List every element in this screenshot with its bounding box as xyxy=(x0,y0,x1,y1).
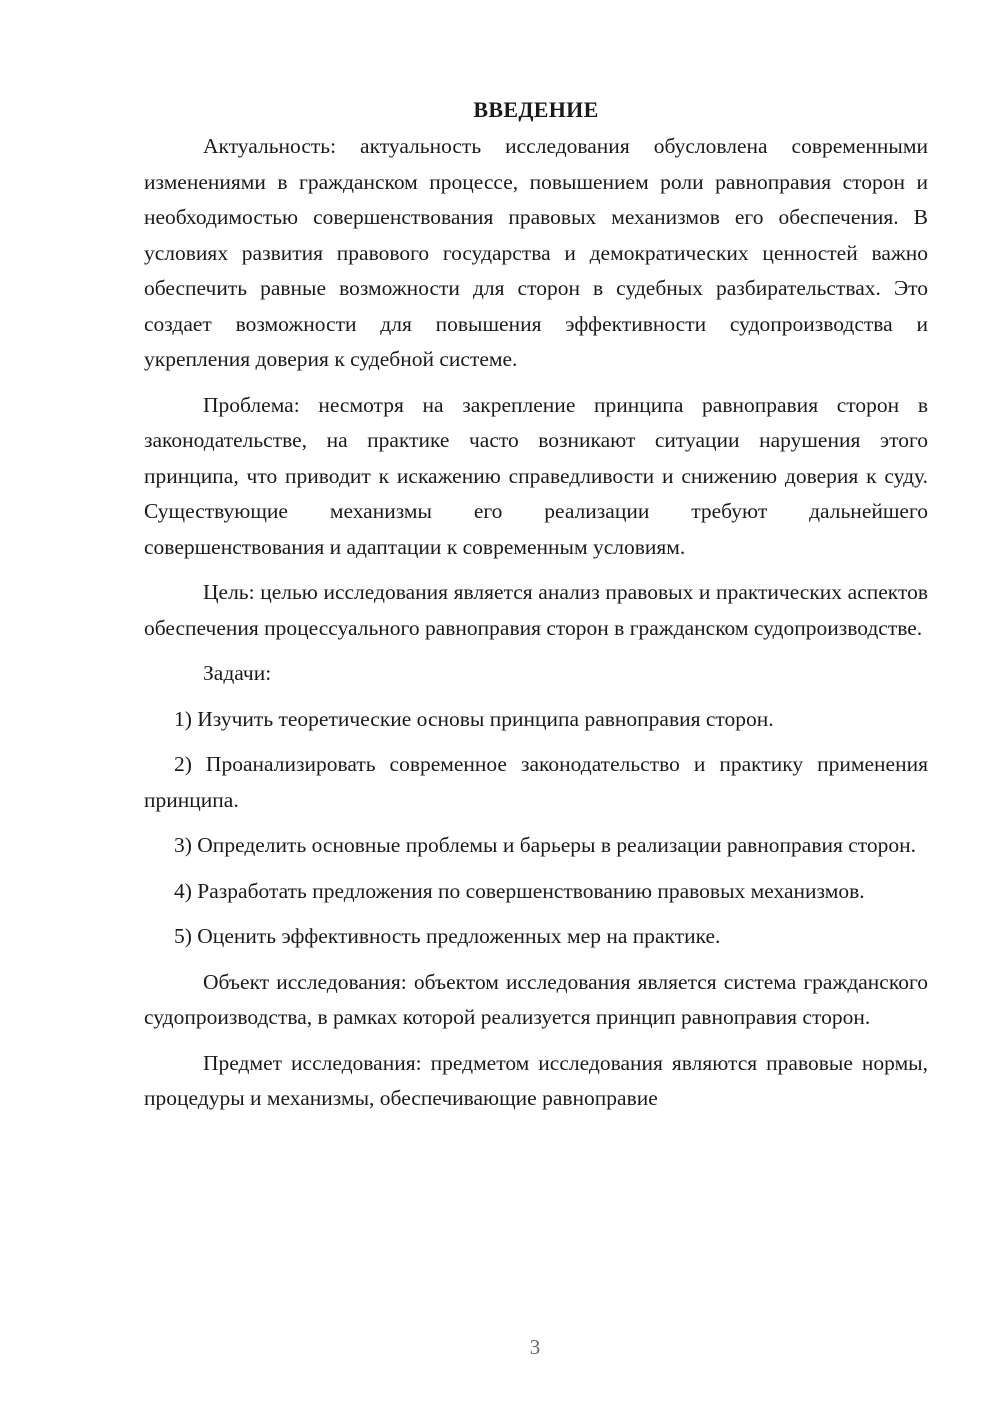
document-page xyxy=(144,92,928,1117)
task-item-1: 1) Изучить теоретические основы принципа равноправия сторон. xyxy=(174,706,774,731)
task-item-3: 3) Определить основные проблемы и барьеры в реализации равноправия сторон. xyxy=(174,833,917,857)
tasks-heading: Задачи: xyxy=(203,661,272,685)
task-item-4: 4) Разработать предложения по совершенствованию правовых механизмов. xyxy=(174,878,865,903)
problem-paragraph: Проблема: несмотря на закрепление принципа равноправия сторон в законодательстве, на практике часто возникают ситуации нарушения этого принципа, что приводит к искажению справедливости и снижению доверия к суду. Существующие механизмы его реализации требуют дальнейшего совершенствования и адаптации к современным условиям. xyxy=(144,392,928,559)
section-heading: ВВЕДЕНИЕ xyxy=(473,97,599,122)
object-paragraph: Объект исследования: объектом исследования является система гражданского судопроизводства, в рамках которой реализуется принцип равноправия сторон. xyxy=(144,969,928,1029)
task-item-2: 2) Проанализировать современное законодательство и практику применения принципа. xyxy=(144,752,928,812)
relevance-paragraph: Актуальность: актуальность исследования обусловлена современными изменениями в гражданском процессе, повышением роли равноправия сторон и необходимостью совершенствования правовых механизмов его обеспечения. В условиях развития правового государства и демократических ценностей важно обеспечить равные возможности для сторон в судебных разбирательствах. Это создает возможности для повышения эффективности судопроизводства и укрепления доверия к судебной системе. xyxy=(144,134,928,371)
subject-paragraph: Предмет исследования: предметом исследования являются правовые нормы, процедуры и механизмы, обеспечивающие равноправие xyxy=(144,1050,928,1110)
goal-paragraph: Цель: целью исследования является анализ правовых и практических аспектов обеспечения процессуального равноправия сторон в гражданском судопроизводстве. xyxy=(144,580,928,640)
page-number: 3 xyxy=(529,1335,541,1359)
task-item-5: 5) Оценить эффективность предложенных мер на практике. xyxy=(174,924,721,948)
